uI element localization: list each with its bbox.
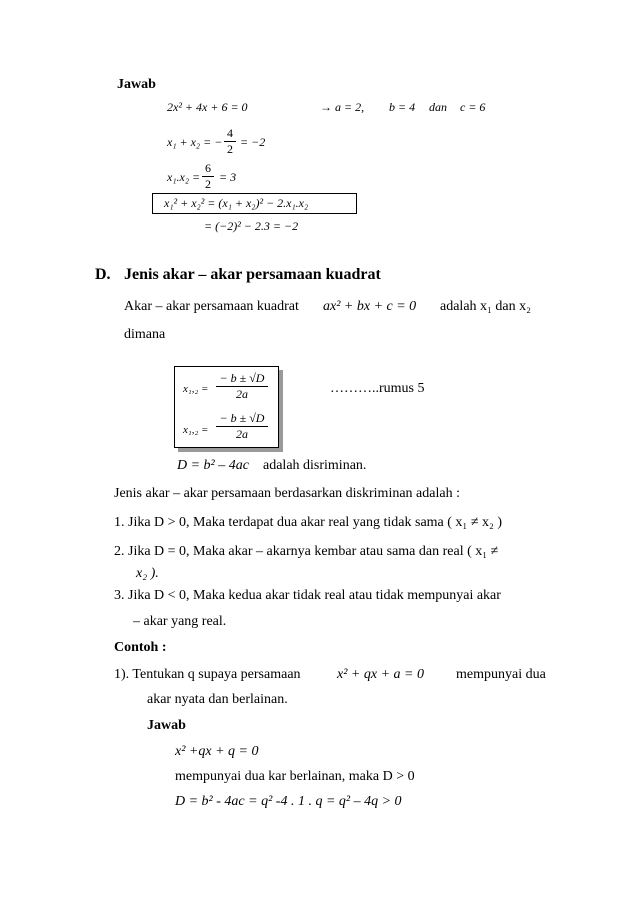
intro-dimana: dimana	[124, 327, 166, 342]
coef-c: c = 6	[460, 100, 486, 114]
example-heading: Contoh :	[114, 640, 167, 655]
sum-roots-numerator: 4	[227, 126, 233, 140]
example-1-text-cont: akar nyata dan berlainan.	[147, 692, 288, 707]
intro-text: Akar – akar persamaan kuadrat	[124, 299, 299, 314]
formula-fraction-1	[216, 372, 268, 401]
equation-quadratic: 2x² + 4x + 6 = 0	[167, 100, 248, 114]
example-1-text: 1). Tentukan q supaya persamaan	[114, 667, 301, 682]
formula-denominator-2: 2a	[236, 427, 248, 441]
sum-roots-denominator: 2	[227, 142, 233, 156]
example-1-text-end: mempunyai dua	[456, 667, 546, 682]
list-item-3: 3. Jika D < 0, Maka kedua akar tidak real atau tidak mempunyai akar	[114, 588, 501, 603]
formula-denominator-1: 2a	[236, 387, 248, 401]
section-heading: Jenis akar – akar persamaan kuadrat	[124, 266, 381, 283]
kinds-intro: Jenis akar – akar persamaan berdasarkan diskriminan adalah :	[114, 486, 460, 501]
list-item-3-cont: – akar yang real.	[133, 614, 227, 629]
list-item-2-cont: x₂ ).	[136, 566, 159, 581]
solution-discriminant: D = b² - 4ac = q² -4 . 1 . q = q² – 4q > 0	[175, 794, 402, 809]
formula-lhs-2: x₁,₂ =	[183, 424, 209, 436]
jawab-label: Jawab	[117, 77, 156, 92]
product-roots-rhs: = 3	[219, 170, 237, 184]
product-roots-numerator: 6	[205, 161, 211, 175]
formula-numerator-2: − b ± √D	[219, 411, 265, 425]
intro-roots: adalah x₁ dan x₂	[440, 299, 532, 314]
product-roots-fraction	[202, 162, 214, 191]
coef-dan: dan	[429, 100, 447, 114]
section-letter: D.	[95, 266, 111, 283]
formula-fraction-2	[216, 412, 268, 441]
discriminant-equation: D = b² – 4ac	[177, 458, 249, 473]
formula-numerator-1: − b ± √D	[219, 371, 265, 385]
list-item-2: 2. Jika D = 0, Maka akar – akarnya kembar atau sama dan real ( x₁ ≠	[114, 544, 499, 559]
intro-equation: ax² + bx + c = 0	[323, 299, 417, 314]
coef-b: b = 4	[389, 100, 416, 114]
sum-roots-fraction	[224, 127, 236, 156]
solution-equation: x² +qx + q = 0	[175, 744, 259, 759]
discriminant-label: adalah disriminan.	[263, 458, 367, 473]
jawab-label-2: Jawab	[147, 718, 186, 733]
sum-roots-rhs: = −2	[240, 135, 266, 149]
product-roots-denominator: 2	[205, 177, 211, 191]
example-1-equation: x² + qx + a = 0	[337, 667, 424, 682]
list-item-1: 1. Jika D > 0, Maka terdapat dua akar real yang tidak sama ( x₁ ≠ x₂ )	[114, 515, 503, 530]
sum-of-squares-equation: x₁² + x₂² = (x₁ + x₂)² − 2.x₁.x₂	[164, 196, 309, 210]
coef-a: → a = 2,	[320, 100, 365, 114]
formula-reference: ………..rumus 5	[330, 381, 425, 396]
formula-lhs-1: x₁,₂ =	[183, 383, 209, 395]
solution-condition: mempunyai dua kar berlainan, maka D > 0	[175, 769, 415, 784]
sum-of-squares-result: = (−2)² − 2.3 = −2	[204, 219, 299, 233]
product-roots-lhs: x₁.x₂ =	[167, 170, 201, 184]
sum-roots-lhs: x₁ + x₂ = −	[167, 135, 223, 149]
